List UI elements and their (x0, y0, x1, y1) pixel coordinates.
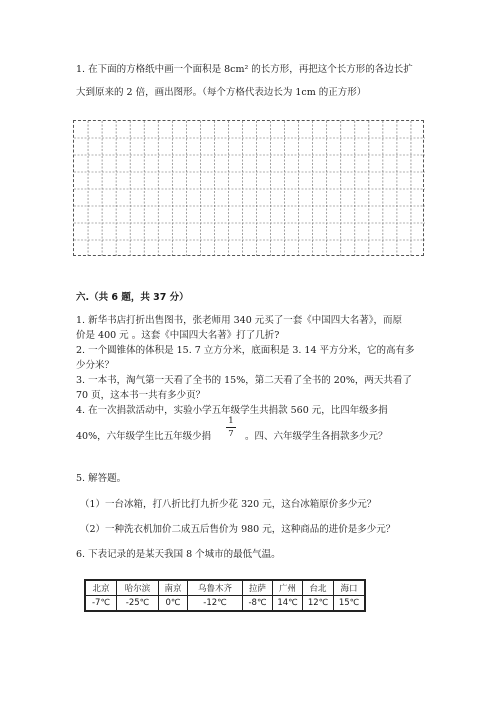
table-cell-temperature: -7℃ (85, 596, 117, 612)
graph-paper-grid[interactable] (73, 120, 424, 256)
table-cell-city: 拉萨 (243, 580, 273, 596)
question-1-line-1: 1. 在下面的方格纸中画一个面积是 8cm² 的长方形，再把这个长方形的各边长扩 (76, 64, 413, 75)
problem-3-line-1: 3. 一本书，淘气第一天看了全书的 15%，第二天看了全书的 20%，两天共看了 (76, 375, 412, 386)
table-cell-city: 南京 (159, 580, 188, 596)
problem-3-line-2: 70 页，这本书一共有多少页？ (76, 390, 206, 401)
table-cell-temperature: -12℃ (188, 596, 243, 612)
problem-2-line-1: 2. 一个圆锥体的体积是 15. 7 立方分米，底面积是 3. 14 平方分米，它的高有多 (76, 345, 415, 356)
grid-lines (74, 121, 425, 257)
problem-4-line-2b: 。四、六年级学生各捐款多少元？ (245, 431, 388, 442)
table-cell-city: 广州 (273, 580, 303, 596)
city-temperature-table (84, 579, 366, 612)
table-cell-temperature: -8℃ (243, 596, 273, 612)
problem-1-line-1: 1. 新华书店打折出售图书，张老师用 340 元买了一套《中国四大名著》，而原 (76, 315, 403, 326)
fraction-denominator: 7 (228, 429, 234, 439)
table-row-cities (85, 580, 365, 596)
table-cell-temperature: 0℃ (159, 596, 188, 612)
problem-2-line-2: 少分米？ (76, 360, 115, 371)
problem-4-line-1: 4. 在一次捐款活动中，实验小学五年级学生共捐款 560 元，比四年级多捐 (76, 405, 388, 416)
problem-1-line-2: 价是 400 元 。这套《中国四大名著》打了几折? (76, 330, 280, 341)
table-cell-city: 台北 (303, 580, 334, 596)
table-cell-temperature: -25℃ (117, 596, 159, 612)
table-cell-city: 海口 (334, 580, 366, 596)
table-cell-temperature: 14℃ (273, 596, 303, 612)
table-cell-temperature: 15℃ (334, 596, 366, 612)
table-cell-temperature: 12℃ (303, 596, 334, 612)
fraction-numerator: 1 (228, 416, 234, 426)
fraction-bar (226, 427, 236, 428)
section-6-title: 六.（共 6 题，共 37 分） (76, 292, 189, 303)
question-1-line-2: 大到原来的 2 倍，画出图形。（每个方格代表边长为 1cm 的正方形） (76, 87, 367, 98)
table-cell-city: 北京 (85, 580, 117, 596)
problem-5-question-2: （2）一种洗衣机加价二成五后售价为 980 元，这种商品的进价是多少元？ (80, 524, 396, 535)
table-cell-city: 哈尔滨 (117, 580, 159, 596)
problem-4-line-2a: 40%，六年级学生比五年级少捐 (76, 431, 212, 442)
problem-6-text: 6. 下表记录的是某天我国 8 个城市的最低气温。 (76, 549, 281, 560)
table-row-temperatures (85, 596, 365, 612)
table-cell-city: 乌鲁木齐 (188, 580, 243, 596)
fraction-one-seventh (226, 416, 236, 439)
problem-5-question-1: （1）一台冰箱，打八折比打九折少花 320 元，这台冰箱原价多少元？ (80, 499, 377, 510)
problem-5-title: 5. 解答题。 (76, 473, 127, 484)
